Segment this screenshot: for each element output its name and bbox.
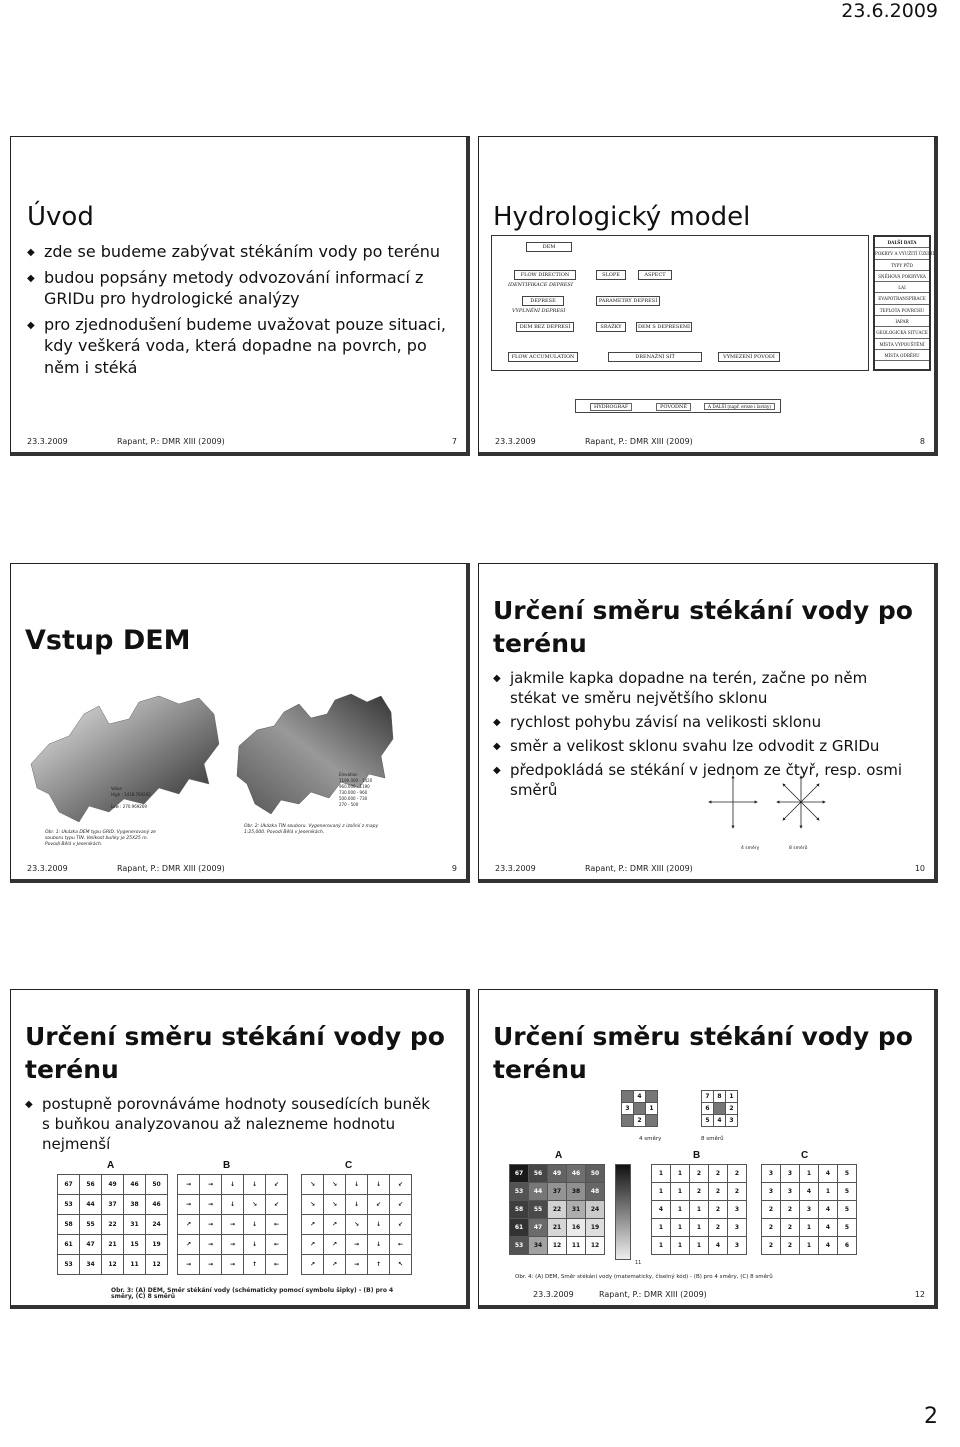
grid-cell: 1 <box>819 1183 838 1201</box>
grid-cell: 1 <box>646 1103 658 1115</box>
grid-cell: 11 <box>124 1255 146 1275</box>
grid-cell: 1 <box>652 1237 671 1255</box>
grid-cell: → <box>200 1175 222 1195</box>
grid-row <box>652 1183 747 1201</box>
grid-cell: 2 <box>728 1183 747 1201</box>
grid-cell: 3 <box>622 1103 634 1115</box>
parametry-box: PARAMETRY DEPRESÍ <box>596 296 660 306</box>
grid-row <box>652 1201 747 1219</box>
grid-cell: ← <box>266 1235 288 1255</box>
grid-cell: ↓ <box>244 1175 266 1195</box>
grid-cell: 61 <box>58 1235 80 1255</box>
grid-cell: 53 <box>510 1237 529 1255</box>
grid-cell: 3 <box>728 1219 747 1237</box>
side-item: POKRYV A VYUŽITÍ ÚZEMÍ <box>875 248 929 259</box>
grid-cell: 1 <box>671 1201 690 1219</box>
grid-cell: 1 <box>652 1165 671 1183</box>
grid-cell: ↘ <box>324 1195 346 1215</box>
drenazni-box: DRENÁŽNÍ SÍŤ <box>608 352 702 362</box>
grid-cell: → <box>200 1195 222 1215</box>
slide-7: Úvod ◆ zde se budeme zabývat stékáním vody po terénu ◆ budou popsány metody odvozování informací z GRIDu pro hydrologické analýzy ◆ pro zjednodušení budeme uvažovat pouze situaci, kdy veškerá voda, která dopadne na povrch, po něm i stéká 23.3.2009 Rapant, P.: DMR XIII (2009) 7 <box>10 136 470 456</box>
grid-cell: 4 <box>652 1201 671 1219</box>
output-item: POVODNĚ <box>656 403 691 411</box>
grid-cell: 67 <box>58 1175 80 1195</box>
header-date: 23.6.2009 <box>841 0 938 22</box>
grid-cell: → <box>200 1235 222 1255</box>
grid-label: B <box>223 1160 231 1171</box>
grid-cell: 49 <box>102 1175 124 1195</box>
grid-cell: 3 <box>781 1165 800 1183</box>
grid-cell: → <box>222 1255 244 1275</box>
grid-row <box>302 1175 412 1195</box>
grid-row <box>302 1195 412 1215</box>
grid-row <box>510 1201 605 1219</box>
grid-cell: 4 <box>819 1165 838 1183</box>
slide-8: Hydrologický model DEM FLOW DIRECTION IDENTIFIKACE DEPRESÍ DEPRESE VYPLNĚNÍ DEPRESÍ DEM BEZ DEPRESÍ FLOW ACCUMULATION SLOPE ASPECT PARAMETRY DEPRESÍ SRÁŽKY DEM S DEPRESEMI DRENÁŽNÍ SÍŤ VYMEZENÍ POVODÍ DALŠÍ DATA POKRYV A VYUŽITÍ ÚZEMÍ TYPY PŮD SNĚHOVÁ POKRÝVKA LAI EVAPOTRANSPIRACE TEPLOTA POVRCHU IAPAR GEOLOGICKÁ SITUACE MÍSTA VYPOUŠTĚNÍ MÍSTA ODBĚRU HYDROGRAF POVODNĚ A DALŠÍ (např. eroze i laviny) 23.3.2009 Rapant, P.: DMR XIII (2009) 8 <box>478 136 938 456</box>
grid-cell: 53 <box>510 1183 529 1201</box>
four-directions-icon <box>709 776 757 828</box>
grid-cell: 3 <box>800 1201 819 1219</box>
slide-11 <box>10 989 470 1309</box>
grid-cell: 31 <box>124 1215 146 1235</box>
grid-row <box>622 1091 658 1103</box>
grid-cell: 47 <box>80 1235 102 1255</box>
grid-cell: 38 <box>567 1183 586 1201</box>
grid-cell: 12 <box>548 1237 567 1255</box>
grid-cell: ↗ <box>178 1235 200 1255</box>
grid-cell: ↑ <box>368 1255 390 1275</box>
grid-cell: 44 <box>529 1183 548 1201</box>
dem-maps <box>29 684 449 834</box>
grid-cell: ↗ <box>302 1255 324 1275</box>
grid-cell: ↙ <box>390 1215 412 1235</box>
grid-row <box>58 1195 168 1215</box>
side-item: GEOLOGICKÁ SITUACE <box>875 327 929 338</box>
eight-directions-label: 8 směrů <box>789 846 808 851</box>
bullet-item: ◆ zde se budeme zabývat stékáním vody po terénu <box>27 241 447 263</box>
side-item: MÍSTA ODBĚRU <box>875 350 929 361</box>
grid-cell: 2 <box>762 1219 781 1237</box>
grid-cell: ↓ <box>368 1175 390 1195</box>
dem-s-box: DEM S DEPRESEMI <box>638 324 690 330</box>
grid-label: B <box>693 1150 701 1161</box>
grid-cell: 1 <box>690 1219 709 1237</box>
grid-cell: ↑ <box>244 1255 266 1275</box>
grid-row <box>302 1235 412 1255</box>
slide-title: Úvod <box>27 202 94 232</box>
slide-10: Určení směru stékání vody po terénu ◆ jakmile kapka dopadne na terén, začne po něm stékat ve směru největšího sklonu ◆ rychlost pohybu závisí na velikosti sklonu ◆ směr a velikost sklonu svahu lze odvodit z GRIDu ◆ předpokládá se stékání v jednom ze čtyř, resp. osmi směrů 4 směry 8 směrů 23.3.2009 Rapant, P.: DMR XIII (2009) 10 <box>478 563 938 883</box>
grid-cell: 12 <box>146 1255 168 1275</box>
flow-diagram <box>491 235 869 371</box>
grid-row <box>702 1103 738 1115</box>
grid-cell: 6 <box>838 1237 857 1255</box>
grid-cell: ↙ <box>368 1195 390 1215</box>
grid-cell: 1 <box>671 1237 690 1255</box>
eight-directions-label: 8 směrů <box>701 1136 724 1142</box>
grid-cell: ↗ <box>302 1235 324 1255</box>
grid-cell: 58 <box>58 1215 80 1235</box>
grid-row <box>622 1115 658 1127</box>
grid-cell: 2 <box>726 1103 738 1115</box>
grid-row <box>178 1175 288 1195</box>
bullet-list <box>493 668 903 804</box>
grid-cell: 1 <box>800 1165 819 1183</box>
flow-direction-box: FLOW DIRECTION <box>514 270 576 280</box>
grid-cell: ↗ <box>324 1235 346 1255</box>
grid-row <box>58 1215 168 1235</box>
grid-cell <box>634 1103 646 1115</box>
grid-cell: 5 <box>838 1165 857 1183</box>
flow-4-code-grid <box>651 1164 747 1255</box>
grid-cell: 3 <box>728 1237 747 1255</box>
grid-cell: 1 <box>671 1183 690 1201</box>
grid-row <box>178 1215 288 1235</box>
grid-row <box>702 1091 738 1103</box>
figure-caption: Obr. 3: (A) DEM, Směr stékání vody (schématicky pomocí symbolu šipky) - (B) pro 4 směry, (C) 8 směrů <box>111 1287 394 1300</box>
dem-bez-box: DEM BEZ DEPRESÍ <box>516 322 574 332</box>
flow-accumulation-box: FLOW ACCUMULATION <box>508 352 578 362</box>
grid-cell: → <box>178 1175 200 1195</box>
side-item: LAI <box>875 282 929 293</box>
grid-cell: 56 <box>80 1175 102 1195</box>
grid-cell: 49 <box>548 1165 567 1183</box>
grid-cell: ↓ <box>244 1235 266 1255</box>
grid-cell: 50 <box>586 1165 605 1183</box>
dem-values-grid <box>57 1174 168 1275</box>
grid-cell: 53 <box>58 1255 80 1275</box>
grid-cell: 22 <box>102 1215 124 1235</box>
grid-cell: ↘ <box>302 1195 324 1215</box>
dem-box: DEM <box>526 242 572 252</box>
grid-cell: 58 <box>510 1201 529 1219</box>
grid-cell: ↓ <box>222 1175 244 1195</box>
grid-label: C <box>801 1150 809 1161</box>
grid-cell: ↙ <box>266 1195 288 1215</box>
bullet-item: ◆ předpokládá se stékání v jednom ze čtyř, resp. osmi směrů <box>493 760 903 800</box>
grid-row <box>510 1165 605 1183</box>
grid-row <box>302 1255 412 1275</box>
grid-cell: 11 <box>567 1237 586 1255</box>
bullet-list <box>27 241 447 382</box>
page-number: 2 <box>924 1404 938 1429</box>
grid-row <box>302 1215 412 1235</box>
grid-cell: ← <box>266 1255 288 1275</box>
grid-row <box>510 1183 605 1201</box>
flow-8-code-grid <box>761 1164 857 1255</box>
grid-cell: 34 <box>80 1255 102 1275</box>
grid-cell: ← <box>390 1235 412 1255</box>
grid-row <box>762 1237 857 1255</box>
grid-row <box>58 1255 168 1275</box>
grid-cell: 4 <box>819 1237 838 1255</box>
grid-cell: 3 <box>728 1201 747 1219</box>
grid-cell: ↗ <box>302 1215 324 1235</box>
grid-cell: 24 <box>146 1215 168 1235</box>
code-8-grid <box>701 1090 738 1127</box>
grid-cell: 48 <box>586 1183 605 1201</box>
grid-cell: 37 <box>548 1183 567 1201</box>
aspect-box: ASPECT <box>638 270 672 280</box>
grid-cell: ↖ <box>390 1255 412 1275</box>
grid-row <box>652 1165 747 1183</box>
slide-title: Určení směru stékání vody po terénu <box>25 1022 445 1084</box>
identifikace-label: IDENTIFIKACE DEPRESÍ <box>508 282 573 288</box>
grid-cell: 1 <box>726 1091 738 1103</box>
grid-cell: 1 <box>652 1219 671 1237</box>
srazky-box: SRÁŽKY <box>596 322 626 332</box>
grid-cell: ↓ <box>368 1215 390 1235</box>
grid-cell: 2 <box>709 1201 728 1219</box>
grid-cell <box>646 1115 658 1127</box>
grid-cell: 8 <box>714 1091 726 1103</box>
side-item: SNĚHOVÁ POKRÝVKA <box>875 271 929 282</box>
grid-cell: 3 <box>781 1183 800 1201</box>
grid-cell: ↓ <box>346 1175 368 1195</box>
output-bar <box>575 399 781 413</box>
grid-row <box>702 1115 738 1127</box>
grid-cell: 50 <box>146 1175 168 1195</box>
grid-cell: 2 <box>781 1219 800 1237</box>
grid-row <box>58 1175 168 1195</box>
grid-cell: 2 <box>690 1165 709 1183</box>
grid-cell: 2 <box>762 1201 781 1219</box>
grid-row <box>178 1235 288 1255</box>
grid-cell: ↙ <box>390 1175 412 1195</box>
grid-cell: → <box>178 1255 200 1275</box>
slide-title: Určení směru stékání vody po terénu <box>493 1022 913 1084</box>
grid-cell: 4 <box>800 1183 819 1201</box>
bullet-item: ◆ budou popsány metody odvozování informací z GRIDu pro hydrologické analýzy <box>27 267 447 310</box>
grid-cell: ↙ <box>390 1195 412 1215</box>
deprese-box: DEPRESE <box>522 296 564 306</box>
grid-cell: 4 <box>709 1237 728 1255</box>
grid-cell: 1 <box>671 1165 690 1183</box>
dem-values-grid <box>509 1164 605 1255</box>
grid-cell: ↗ <box>324 1215 346 1235</box>
slide-title: Vstup DEM <box>25 625 191 656</box>
side-item: MÍSTA VYPOUŠTĚNÍ <box>875 339 929 350</box>
grid-cell: 2 <box>709 1165 728 1183</box>
grid-cell: 55 <box>529 1201 548 1219</box>
grid-cell: 2 <box>709 1183 728 1201</box>
grid-cell: 2 <box>690 1183 709 1201</box>
grid-cell: 55 <box>80 1215 102 1235</box>
grid-cell: → <box>222 1235 244 1255</box>
grid-cell: 19 <box>146 1235 168 1255</box>
grid-cell: 1 <box>652 1183 671 1201</box>
direction-diagrams <box>705 770 835 836</box>
grid-cell: → <box>346 1235 368 1255</box>
grid-label: A <box>555 1150 563 1161</box>
grid-cell: 24 <box>586 1201 605 1219</box>
grid-row <box>178 1255 288 1275</box>
grid-cell: 5 <box>838 1183 857 1201</box>
elevation-legend-bar <box>615 1164 631 1260</box>
grid-cell: 34 <box>529 1237 548 1255</box>
grid-cell: 31 <box>567 1201 586 1219</box>
eight-directions-icon <box>777 776 825 828</box>
bullet-item: ◆ rychlost pohybu závisí na velikosti sklonu <box>493 712 903 732</box>
side-item: EVAPOTRANSPIRACE <box>875 293 929 304</box>
grid-cell: → <box>346 1255 368 1275</box>
grid-cell: 12 <box>586 1237 605 1255</box>
flow-4-grid <box>177 1174 288 1275</box>
grid-cell: 2 <box>728 1165 747 1183</box>
grid-row <box>762 1219 857 1237</box>
grid-cell: ↓ <box>346 1195 368 1215</box>
side-item: TYPY PŮD <box>875 260 929 271</box>
grid-cell: 22 <box>548 1201 567 1219</box>
grid-cell: ← <box>266 1215 288 1235</box>
grid-cell: → <box>222 1215 244 1235</box>
grid-row <box>652 1237 747 1255</box>
grid-cell: 2 <box>762 1237 781 1255</box>
grid-label: A <box>107 1160 115 1171</box>
grid-cell: 15 <box>124 1235 146 1255</box>
grid-cell: 5 <box>838 1201 857 1219</box>
output-item: A DALŠÍ (např. eroze i laviny) <box>704 403 775 410</box>
side-data-list <box>873 235 934 371</box>
grid-cell: 1 <box>800 1237 819 1255</box>
grid-cell: 21 <box>102 1235 124 1255</box>
grid-cell: 2 <box>634 1115 646 1127</box>
grid-row <box>762 1183 857 1201</box>
tin-legend: Elevation 1190.000 - 1420 960.000 - 1190 730.000 - 960 500.000 - 730 270 - 500 <box>339 772 373 807</box>
grid-cell: 12 <box>102 1255 124 1275</box>
slope-box: SLOPE <box>596 270 626 280</box>
legend-min: 11 <box>635 1260 642 1266</box>
grid-cell: 1 <box>690 1201 709 1219</box>
grid-cell: 38 <box>124 1195 146 1215</box>
grid-cell: → <box>200 1215 222 1235</box>
grid-cell: 2 <box>781 1237 800 1255</box>
bullet-item: ◆ postupně porovnáváme hodnoty sousedících buněk s buňkou analyzovanou až nalezneme hodnotu nejmenší <box>25 1094 435 1154</box>
grid-cell: 47 <box>529 1219 548 1237</box>
grid-cell: ↓ <box>368 1235 390 1255</box>
four-directions-label: 4 směry <box>741 846 760 851</box>
vymezeni-box: VYMEZENÍ POVODÍ <box>718 352 780 362</box>
grid-cell <box>622 1115 634 1127</box>
grid-cell: 56 <box>529 1165 548 1183</box>
bullet-item: ◆ jakmile kapka dopadne na terén, začne po něm stékat ve směru největšího sklonu <box>493 668 903 708</box>
slide-9: Vstup DEM Value High : 1418.764282 Low : 270.969269 Elevation 1190.000 - 1420 960.000 - 1190 730.000 - 960 500.000 - 730 270 - 500 Obr. 1: Ukázka DEM typu GRID. Vygenerovaný ze souboru typu TIN. Velikost buňky je 25X25 m. Povodí Bělá v Jeseníkách. Obr. 2: Ukázka TIN souboru. Vygenerovaný z izolinií z mapy 1:25,000. Povodí Bělá v Jeseníkách. 23.3.2009 Rapant, P.: DMR XIII (2009) 9 <box>10 563 470 883</box>
grid-cell: 1 <box>690 1237 709 1255</box>
grid-cell: ↙ <box>266 1175 288 1195</box>
grid-cell <box>646 1091 658 1103</box>
bullet-item: ◆ pro zjednodušení budeme uvažovat pouze situaci, kdy veškerá voda, která dopadne na povrch, po něm i stéká <box>27 314 447 379</box>
grid-cell: 4 <box>819 1219 838 1237</box>
grid-legend: Value High : 1418.764282 Low : 270.969269 <box>111 786 151 809</box>
grid-cell: 4 <box>714 1115 726 1127</box>
vyplneni-label: VYPLNĚNÍ DEPRESÍ <box>512 308 566 314</box>
grid-row <box>762 1201 857 1219</box>
grid-cell: 1 <box>800 1219 819 1237</box>
grid-cell: 3 <box>762 1183 781 1201</box>
grid-cell: 5 <box>838 1219 857 1237</box>
output-item: HYDROGRAF <box>590 403 632 411</box>
grid-cell <box>714 1103 726 1115</box>
grid-cell: ↘ <box>346 1215 368 1235</box>
grid-cell: ↘ <box>302 1175 324 1195</box>
grid-cell: 4 <box>634 1091 646 1103</box>
side-item: TEPLOTA POVRCHU <box>875 305 929 316</box>
figure-caption: Obr. 4: (A) DEM, Směr stékání vody (matematicky, číselný kód) - (B) pro 4 směry, (C) 8 směrů <box>515 1274 773 1280</box>
grid-cell: 16 <box>567 1219 586 1237</box>
slide-12: Určení směru stékání vody po terénu 4 3 1 2 7 8 1 6 2 5 4 3 4 směry 8 směrů A B C 67 56 49 46 50 53 44 37 38 48 58 55 22 31 24 61 47 21 16 19 53 34 12 11 12 11 1 1 2 2 2 1 1 2 2 2 4 1 1 2 3 1 1 1 2 3 1 1 1 4 3 3 3 1 4 5 3 3 4 1 5 2 2 3 4 5 2 2 1 4 5 2 2 1 4 6 Obr. 4: (A) DEM, Směr stékání vody (matematicky, číselný kód) - (B) pro 4 směry, (C) 8 směrů 23.3.2009 Rapant, P.: DMR XIII (2009) 12 <box>478 989 938 1309</box>
grid-cell: ↓ <box>244 1215 266 1235</box>
grid-cell: 4 <box>819 1201 838 1219</box>
grid-cell: 44 <box>80 1195 102 1215</box>
grid-cell: → <box>200 1255 222 1275</box>
grid-cell: ↘ <box>324 1175 346 1195</box>
grid-cell: 5 <box>702 1115 714 1127</box>
grid-cell: 46 <box>567 1165 586 1183</box>
grid-cell: 46 <box>146 1195 168 1215</box>
figure-caption: Obr. 2: Ukázka TIN souboru. Vygenerovaný z izolinií z mapy 1:25,000. Povodí Bělá v Jeseníkách. <box>244 824 379 835</box>
grid-cell: 3 <box>726 1115 738 1127</box>
grid-cell: 61 <box>510 1219 529 1237</box>
grid-cell: 2 <box>709 1219 728 1237</box>
grid-cell: ↘ <box>244 1195 266 1215</box>
side-item: IAPAR <box>875 316 929 327</box>
code-4-grid <box>621 1090 658 1127</box>
grid-row <box>622 1103 658 1115</box>
grid-row <box>652 1219 747 1237</box>
grid-cell: 2 <box>781 1201 800 1219</box>
grid-cell <box>622 1091 634 1103</box>
grid-cell: 46 <box>124 1175 146 1195</box>
slide-title: Určení směru stékání vody po terénu <box>493 596 913 658</box>
grid-cell: 6 <box>702 1103 714 1115</box>
bullet-list <box>25 1094 435 1158</box>
grid-row <box>178 1195 288 1215</box>
grid-cell: 53 <box>58 1195 80 1215</box>
grid-cell: 1 <box>671 1219 690 1237</box>
grid-cell: ↗ <box>324 1255 346 1275</box>
grid-row <box>762 1165 857 1183</box>
grid-cell: 3 <box>762 1165 781 1183</box>
grid-cell: ↓ <box>222 1195 244 1215</box>
grid-row <box>58 1235 168 1255</box>
slide-title: Hydrologický model <box>493 202 751 232</box>
figure-caption: Obr. 1: Ukázka DEM typu GRID. Vygenerovaný ze souboru typu TIN. Velikost buňky je 25X25 m. Povodí Bělá v Jeseníkách. <box>45 830 156 847</box>
grid-cell: 37 <box>102 1195 124 1215</box>
flow-8-grid <box>301 1174 412 1275</box>
grid-cell: ↗ <box>178 1215 200 1235</box>
side-item: DALŠÍ DATA <box>875 237 929 248</box>
grid-cell: 19 <box>586 1219 605 1237</box>
grid-cell: 21 <box>548 1219 567 1237</box>
grid-cell: → <box>178 1195 200 1215</box>
four-directions-label: 4 směry <box>639 1136 662 1142</box>
grid-cell: 67 <box>510 1165 529 1183</box>
grid-cell: 7 <box>702 1091 714 1103</box>
bullet-item: ◆ směr a velikost sklonu svahu lze odvodit z GRIDu <box>493 736 903 756</box>
grid-label: C <box>345 1160 353 1171</box>
grid-row <box>510 1237 605 1255</box>
grid-row <box>510 1219 605 1237</box>
